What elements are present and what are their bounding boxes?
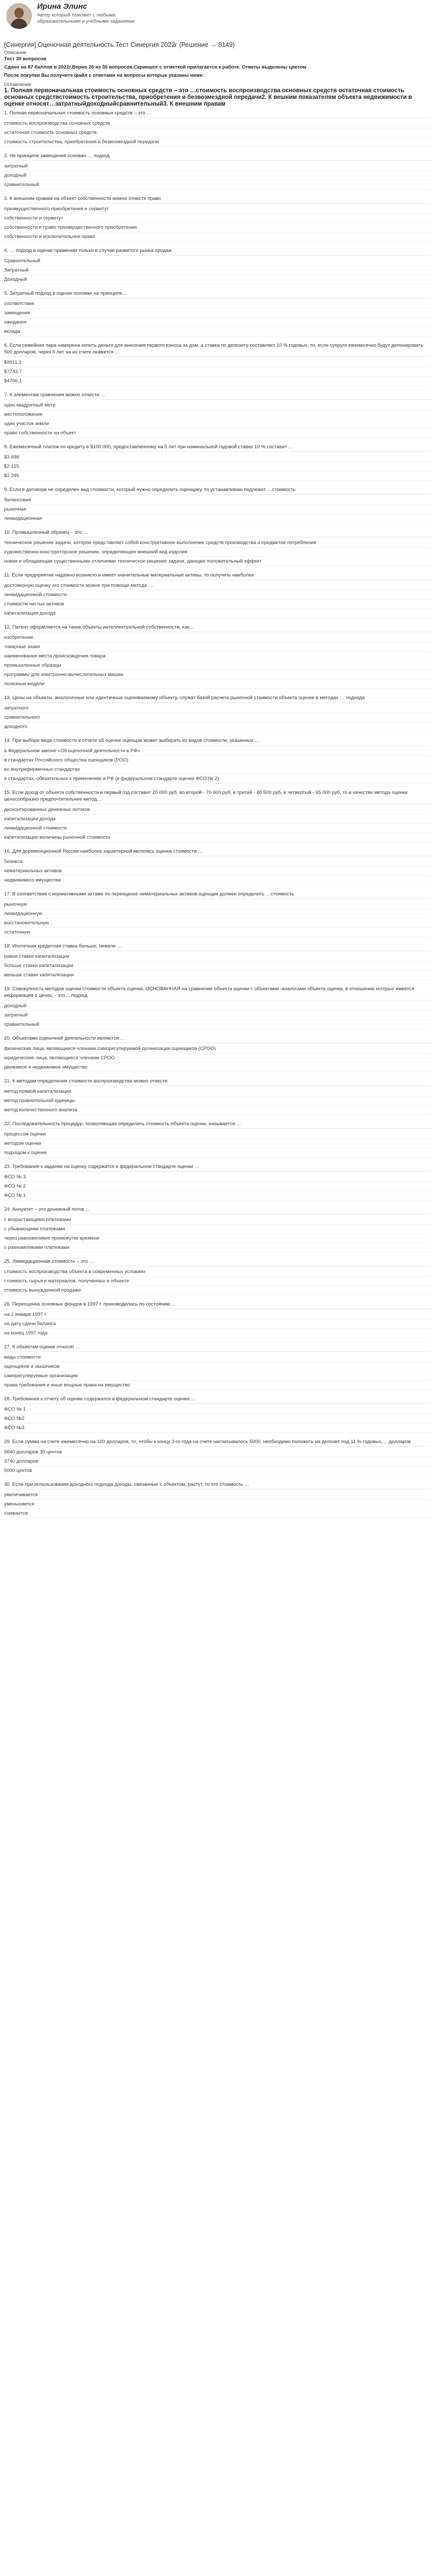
answer-option: недвижимого имущества xyxy=(4,876,431,885)
answer-option: капитализации величины рыночной стоимости xyxy=(4,833,431,842)
question-text: 30. Если при использовании доходного подхода доходы, связанные с объектом, растут, то его стоимость … xyxy=(4,1481,431,1489)
question-block xyxy=(4,392,431,438)
question-text: 14. При выборе вида стоимости в отчете об оценке оценщик может выбирать из видов стоимости, указанных … xyxy=(4,737,431,745)
answer-option: ликвидационная xyxy=(4,514,431,523)
answer-option: Доходный xyxy=(4,275,431,284)
question-block xyxy=(4,572,431,618)
question-block xyxy=(4,891,431,937)
answer-option: собственности и сервитут xyxy=(4,214,431,223)
answer-option: методом оценки xyxy=(4,1139,431,1148)
question-block xyxy=(4,152,431,190)
answer-option: ФСО № 3 xyxy=(4,1173,431,1182)
answer-option: восстановительную xyxy=(4,919,431,928)
description-label: Описание xyxy=(4,50,27,56)
answer-option: больше ставки капитализации xyxy=(4,961,431,971)
answer-option: ФСО №3 xyxy=(4,1423,431,1433)
question-block xyxy=(4,444,431,481)
answer-option: стоимость строительства, приобретения и безвозмездной передачи xyxy=(4,138,431,147)
answer-option: право собственности на объект xyxy=(4,429,431,438)
question-block xyxy=(4,624,431,689)
question-text: 25. Ликвидационная стоимость – это … xyxy=(4,1258,431,1266)
answer-option: стоимости чистых активов xyxy=(4,600,431,609)
author-bio: Автор который поможет с любыми образовательными и учебными заданиями xyxy=(37,12,135,24)
answer-option: Затратный xyxy=(4,266,431,275)
question-text: 28. Требования к отчету об оценке содержатся в федеральном стандарте оценки … xyxy=(4,1396,431,1404)
answer-option: с возрастающими платежами xyxy=(4,1215,431,1225)
question-block xyxy=(4,290,431,336)
question-text: 22. Последовательность процедур, позволяющая определить стоимость объекта оценки, называется … xyxy=(4,1121,431,1129)
answer-option: товарные знаки xyxy=(4,642,431,652)
answer-option: движимое и недвижимое имущество xyxy=(4,1063,431,1072)
answer-option: с равновеликими платежами xyxy=(4,1243,431,1252)
answer-option: $7743,7 xyxy=(4,367,431,377)
answer-option: соответствия xyxy=(4,299,431,309)
answer-option: на 1 января 1997 г. xyxy=(4,1310,431,1319)
answer-option: художественно-конструкторское решение, определяющее внешний вид изделия xyxy=(4,548,431,557)
answer-option: метод количественного анализа xyxy=(4,1106,431,1115)
question-block xyxy=(4,1481,431,1518)
answer-option: новая и обладающая существенными отличиями техническое решение задачи, дающее положительный эффект xyxy=(4,557,431,566)
answer-option: ликвидационную xyxy=(4,909,431,919)
answer-option: Сравнительный xyxy=(4,257,431,266)
answer-option: ликвидационной стоимости xyxy=(4,590,431,600)
answer-option: $3 698 xyxy=(4,453,431,462)
question-block xyxy=(4,195,431,242)
answer-option: стоимость воспроизводства объекта в современных условиях xyxy=(4,1267,431,1277)
answer-option: капитализации дохода xyxy=(4,815,431,824)
answer-option: оценщиков и заказчиков xyxy=(4,1362,431,1371)
question-text: 7. К элементам сравнения можно отнести … xyxy=(4,392,431,400)
question-block xyxy=(4,848,431,885)
question-text: 4. … подход в оценке применим только в случае развитого рынка продаж xyxy=(4,247,431,256)
question-text: 23. Требования к задании на оценку содержатся в федеральном стандарте оценки … xyxy=(4,1163,431,1172)
avatar[interactable] xyxy=(6,3,32,29)
answer-option: метод прямой капитализации xyxy=(4,1087,431,1096)
answer-option: стоимость воспроизводства основных средств xyxy=(4,119,431,128)
question-block xyxy=(4,1206,431,1252)
answer-option: во внутрифирменных стандартах xyxy=(4,765,431,774)
question-block xyxy=(4,1121,431,1158)
answer-option: юридические лица, являющиеся членами СРОО xyxy=(4,1054,431,1063)
answer-option: права требования и иные вещные права на имущество xyxy=(4,1381,431,1390)
answer-option: стоимость вынужденной продажи xyxy=(4,1286,431,1295)
answer-option: доходный xyxy=(4,171,431,180)
after-purchase-note: После покупки Вы получите файл с ответами на вопросы которые указаны ниже: xyxy=(4,73,204,78)
question-block xyxy=(4,986,431,1029)
answer-option: полезные модели xyxy=(4,680,431,689)
question-text: 18. Ипотечная кредитная ставка больше, нежели … xyxy=(4,943,431,951)
answer-option: промышленные образцы xyxy=(4,661,431,670)
answer-option: снижается xyxy=(4,1509,431,1518)
answer-option: затратный xyxy=(4,1011,431,1020)
question-block xyxy=(4,529,431,566)
answer-option: программы для электронно-вычислительных машин xyxy=(4,670,431,680)
question-text: 21. К методам определения стоимости воспроизводства можно отнести xyxy=(4,1078,431,1086)
answer-option: сравнительный xyxy=(4,180,431,190)
question-block xyxy=(4,1078,431,1115)
answer-option: ФСО № 1 xyxy=(4,1191,431,1200)
answer-option: достоверную оценку его стоимости можно при помощи метода … xyxy=(4,581,431,590)
answer-option: рыночная xyxy=(4,505,431,514)
question-block xyxy=(4,1344,431,1390)
author-header xyxy=(4,0,431,41)
question-block xyxy=(4,247,431,284)
answer-option: доходного xyxy=(4,722,431,732)
answer-option: ФСО № 1 xyxy=(4,1405,431,1414)
answer-option: $9911,1 xyxy=(4,358,431,367)
answer-option: ожидания xyxy=(4,318,431,327)
answer-option: на конец 1997 года. xyxy=(4,1329,431,1338)
question-block xyxy=(4,694,431,732)
answer-option: изобретения xyxy=(4,633,431,642)
answer-option: ликвидационной стоимости xyxy=(4,824,431,833)
answer-option: в Федеральном законе «Об оценочной деятельности в РФ» xyxy=(4,747,431,756)
question-text: 1. Полная первоначальная стоимость основных средств – это … xyxy=(4,110,431,118)
question-block xyxy=(4,110,431,147)
question-text: 19. Совокупность методов оценки стоимости объекта оценки, ОСНОВАННАЯ на сравнении объекта оценки с объектами -аналогами объекта оценки, в отношении которых имеется информация о ценах, - это… подход xyxy=(4,986,431,1001)
question-text: 17. В соответствии с нормативными актами по переоценке нематериальных активов оценщик должен определить …стоимость xyxy=(4,891,431,899)
question-text: 10. Промышленный образец – это … xyxy=(4,529,431,537)
question-block xyxy=(4,737,431,784)
author-name[interactable]: Ирина Элинс xyxy=(37,2,88,11)
answer-option: остаточная стоимость основных средств xyxy=(4,128,431,138)
answer-option: 5840 долларов 30 центов xyxy=(4,1448,431,1457)
question-text: 5. Затратный подход в оценке основан на принципе… xyxy=(4,290,431,298)
answer-option: затратного xyxy=(4,704,431,713)
answer-option: в стандартах, обязательных к применению в РФ (в федеральном стандарте оценки ФСО № 2) xyxy=(4,774,431,784)
question-block xyxy=(4,943,431,980)
answer-option: $1 295 xyxy=(4,471,431,481)
answer-option: сравнительного xyxy=(4,713,431,722)
question-block xyxy=(4,1438,431,1476)
answer-option: нематериальных активов xyxy=(4,867,431,876)
question-text: 8. Ежемесячный платеж по кредиту в $100 000, предоставленному на 5 лет при номинальной годовой ставке 10 % составит … xyxy=(4,444,431,452)
question-block xyxy=(4,1396,431,1433)
question-block xyxy=(4,342,431,386)
question-block xyxy=(4,789,431,842)
question-text: 13. Цены на объекты, аналогичные или идентичные оцениваемому объекту, служат базой расчета рыночной стоимости объекта оценки в методах … подхода xyxy=(4,694,431,703)
answer-option: ФСО №2 xyxy=(4,1414,431,1423)
answer-option: ФСО № 2 xyxy=(4,1182,431,1191)
answer-option: местоположение xyxy=(4,410,431,419)
answer-option: меньше ставки капитализации xyxy=(4,971,431,980)
answer-option: дисконтированных денежных потоков xyxy=(4,805,431,815)
answer-option: $4706,1 xyxy=(4,377,431,386)
answer-option: преимущественного приобретения и сервитут xyxy=(4,205,431,214)
answer-option: подходом к оценке xyxy=(4,1148,431,1158)
answer-option: балансовая xyxy=(4,496,431,505)
answer-option: равна ставке капитализации xyxy=(4,952,431,961)
result-note: Сдано на 87 баллов в 2022г.Верно 26 из 30 вопросов.Скриншот с отметкой прилагается к работе. Ответы выделены цветом xyxy=(4,64,307,70)
question-block xyxy=(4,1035,431,1072)
answer-option: техническое решение задачи, которое представляет собой конструктивное выполнение средств производства и предметов потребления xyxy=(4,538,431,548)
question-block xyxy=(4,1258,431,1295)
question-list xyxy=(4,110,431,1518)
answer-option: сравнительный xyxy=(4,1020,431,1029)
question-text: 24. Аннуитет – это денежный поток … xyxy=(4,1206,431,1214)
question-text: 3. К внешним правам на объект собственности можно отнести право xyxy=(4,195,431,204)
question-text: 11. Если предприятие надежно возникло и имеет значительные материальные активы, то получить наиболее xyxy=(4,572,431,580)
answer-option: физические лица, являющиеся членами саморегулируемой организации оценщиков (СРОО) xyxy=(4,1044,431,1054)
answer-option: замещения xyxy=(4,309,431,318)
answer-option: $2 125 xyxy=(4,462,431,471)
question-text: 2. Не принципе замещения основан … подход xyxy=(4,152,431,161)
question-text: 9. Если в договоре не определен вид стоимости, который нужно определить оценщику, то устанавливаю подлежит …стоимость xyxy=(4,486,431,495)
question-text: 20. Объектами оценочной деятельности являются … xyxy=(4,1035,431,1043)
answer-option: 3740 долларов xyxy=(4,1457,431,1466)
question-count: Тест 30 вопросов xyxy=(4,56,46,62)
answer-option: собственности и исключительное право xyxy=(4,232,431,242)
answer-option: метод сравнительной единицы xyxy=(4,1096,431,1106)
contents-heading: Оглавление xyxy=(4,82,31,88)
question-text: 6. Если семейная пара намерена копить деньги для внесения первого взноса за дом, а ставка по депозиту составляет 10 % годовых, то, если супруги ежемесячно будут депонировать 500 долларов, через 6 лет на их счете окажется … xyxy=(4,342,431,357)
question-text: 27. К объектам оценки относят … xyxy=(4,1344,431,1352)
answer-option: на дату сдачи баланса xyxy=(4,1319,431,1329)
answer-option: уменьшается xyxy=(4,1500,431,1509)
answer-option: виды стоимости xyxy=(4,1353,431,1362)
answer-option: один квадратный метр xyxy=(4,401,431,410)
answer-option: наименования места происхождения товара xyxy=(4,652,431,661)
answer-option: 5000 центов xyxy=(4,1466,431,1476)
answer-option: один участок земли xyxy=(4,419,431,429)
answer-option: в стандартах Российского общества оценщиков (РОО) xyxy=(4,756,431,765)
answer-option: процессом оценки xyxy=(4,1130,431,1139)
question-block xyxy=(4,486,431,523)
question-block xyxy=(4,1301,431,1338)
answer-option: доходный xyxy=(4,1002,431,1011)
answer-option: бизнеса xyxy=(4,857,431,867)
page-title: [Синергия] Оценочная деятельность.Тест Синергия 2022г (Решение → 8149) xyxy=(4,41,235,48)
question-text: 26. Переоценка основных фондов в 1997 г. производилась по состоянию … xyxy=(4,1301,431,1309)
question-text: 29. Если сумма на счете ежемесячно на 100 долларов, то, чтобы к концу 3-го года на счете насчитывалось 5000, необходимо положить на депозит под 11 % годовых, …долларов xyxy=(4,1438,431,1447)
table-of-contents: 1. Полная первоначальная стоимость основных средств – это …стоимость воспроизводства основных средств остаточная стоимость основных средствстоимость строительства, приобретения и безвозмездной передачи2. К вешним показателям объекта недвижимости в оценке относят…затратныйдоходныйсравнительный3. К внешним правам xyxy=(4,88,412,107)
answer-option: рыночную xyxy=(4,900,431,909)
question-text: 16. Для доремонционной России наиболее характерной являлась оценка стоимости … xyxy=(4,848,431,856)
question-text: 15. Если доход от объекта собственности в первый год составит 20 000 руб, во второй - 70 000 руб, в третий - 40 500 руб, в четвертый - 65 000 руб, то в качестве метода оценки целесообразно предпочтительнее метод… xyxy=(4,789,431,804)
answer-option: саморегулируемые организации xyxy=(4,1371,431,1381)
answer-option: капитализации дохода xyxy=(4,609,431,618)
question-block xyxy=(4,1163,431,1200)
answer-option: вклада xyxy=(4,327,431,336)
answer-option: стоимость сырья и материалов, полученных в объекте xyxy=(4,1277,431,1286)
answer-option: через равновеликие промежутки времени xyxy=(4,1234,431,1243)
document xyxy=(4,0,431,1524)
question-text: 12. Патент оформляется на такие объекты интеллектуальной собственности, как… xyxy=(4,624,431,632)
answer-option: с убывающими платежами xyxy=(4,1225,431,1234)
answer-option: увеличивается xyxy=(4,1490,431,1500)
answer-option: остаточную xyxy=(4,928,431,937)
answer-option: затратный xyxy=(4,162,431,171)
answer-option: собственности и право преимущественного приобретения xyxy=(4,223,431,232)
